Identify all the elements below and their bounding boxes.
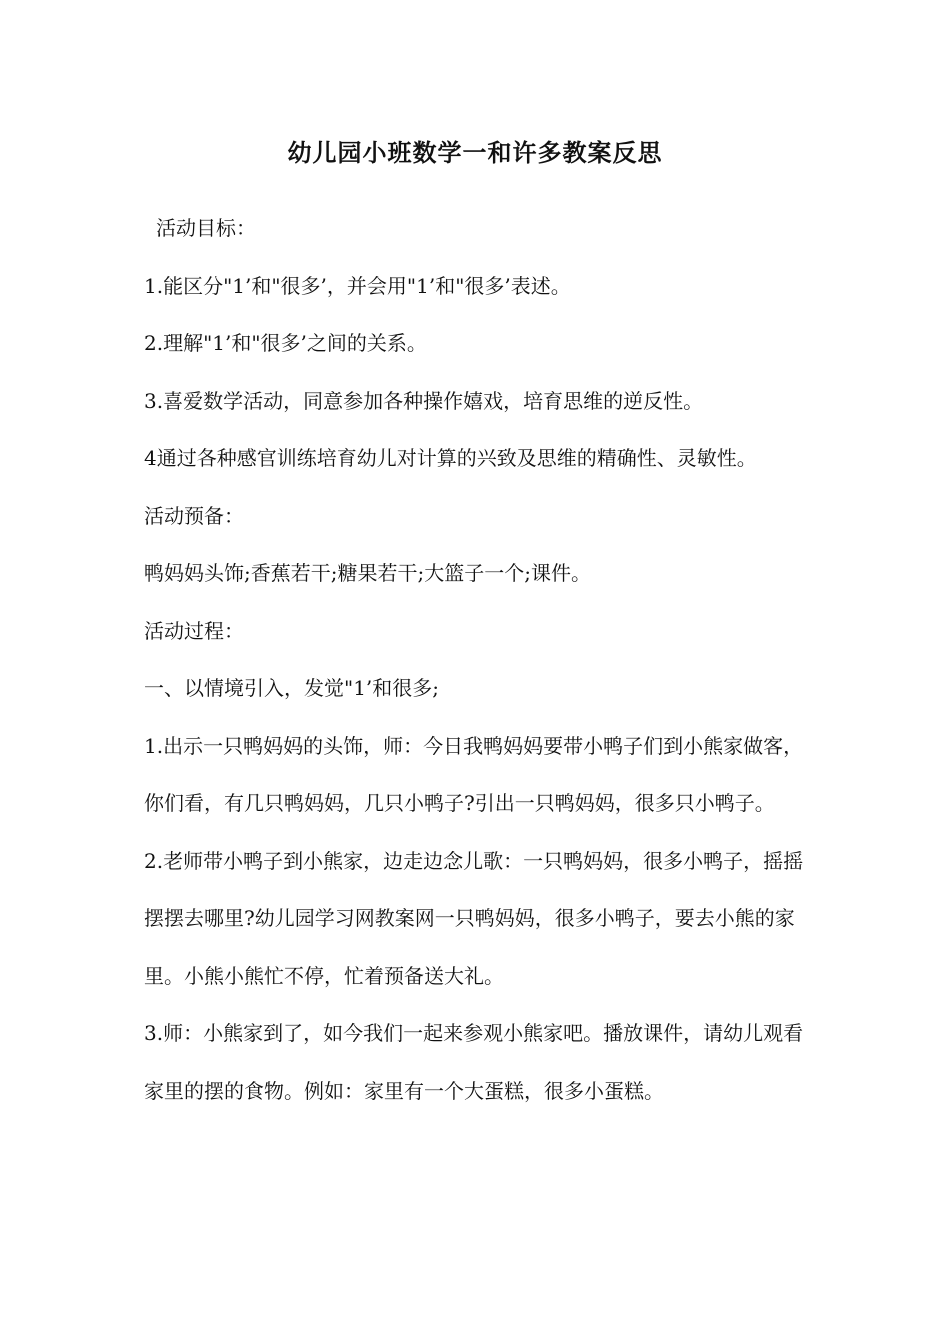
objective-4: 4通过各种感官训练培育幼儿对计算的兴致及思维的精确性、灵敏性。: [144, 446, 757, 470]
section-heading-process: 活动过程：: [144, 618, 244, 643]
process-step-2: 2.老师带小鸭子到小熊家，边走边念儿歌：一只鸭妈妈，很多小鸭子，摇摇摆摆去哪里?幼儿园学习网教案网一只鸭妈妈，很多小鸭子，要去小熊的家里。小熊小熊忙不停，忙着预备送大礼。: [144, 848, 804, 988]
document-body: [144, 200, 816, 1120]
objective-1: 1.能区分"1’和"很多’，并会用"1’和"很多’表述。: [144, 273, 571, 298]
process-part-1-heading: 一、以情境引入，发觉"1’和很多;: [144, 676, 440, 700]
objective-3: 3.喜爱数学活动，同意参加各种操作嬉戏，培育思维的逆反性。: [144, 388, 704, 413]
document-title: 幼儿园小班数学一和许多教案反思: [287, 138, 663, 167]
objective-2: 2.理解"1’和"很多’之间的关系。: [144, 331, 427, 355]
section-heading-objectives: 活动目标：: [156, 216, 256, 240]
process-step-1: 1.出示一只鸭妈妈的头饰，师：今日我鸭妈妈要带小鸭子们到小熊家做客，你们看，有几只鸭妈妈，几只小鸭子?引出一只鸭妈妈，很多只小鸭子。: [144, 733, 804, 815]
preparation-items: 鸭妈妈头饰;香蕉若干;糖果若干;大篮子一个;课件。: [144, 561, 591, 585]
process-step-3: 3.师：小熊家到了，如今我们一起来参观小熊家吧。播放课件，请幼儿观看家里的摆的食物。例如：家里有一个大蛋糕，很多小蛋糕。: [144, 1021, 804, 1103]
section-heading-preparation: 活动预备：: [144, 503, 244, 528]
